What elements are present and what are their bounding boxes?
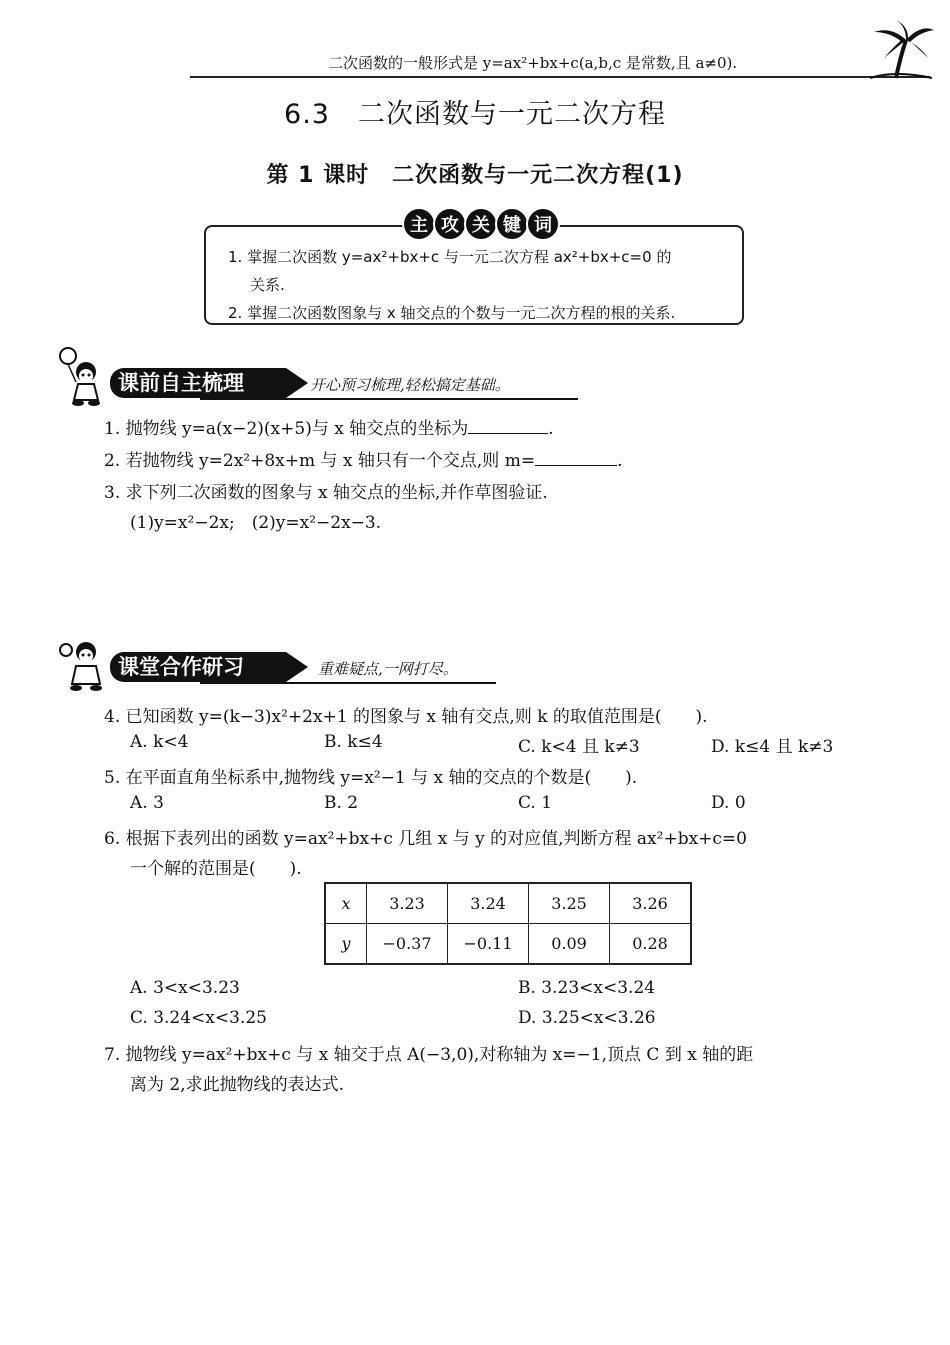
section1-title: 课前自主梳理 — [110, 368, 286, 398]
key-point-1: 1. 掌握二次函数 y=ax²+bx+c 与一元二次方程 ax²+bx+c=0 的 — [228, 248, 672, 266]
question-7: 7. 抛物线 y=ax²+bx+c 与 x 轴交于点 A(−3,0),对称轴为 x=−1,顶点 C 到 x 轴的距 — [104, 1045, 754, 1065]
table-header-y: y — [325, 924, 367, 965]
badge-char: 键 — [495, 207, 529, 241]
table-header-x: x — [325, 883, 367, 924]
q6-option-a[interactable]: A. 3<x<3.23 — [130, 978, 240, 998]
question-7-cont: 离为 2,求此抛物线的表达式. — [130, 1075, 345, 1095]
section2-subtitle: 重难疑点,一网打尽。 — [318, 660, 458, 678]
badge-char: 词 — [526, 207, 560, 241]
table-cell: −0.11 — [448, 924, 529, 965]
section2-underline — [200, 682, 496, 684]
section1-banner — [110, 368, 300, 398]
value-table — [324, 882, 692, 965]
key-points-badge — [405, 207, 560, 241]
q6-option-c[interactable]: C. 3.24<x<3.25 — [130, 1008, 267, 1028]
table-cell: 3.24 — [448, 883, 529, 924]
badge-char: 攻 — [433, 207, 467, 241]
table-row — [325, 883, 691, 924]
palm-tree-icon — [866, 18, 936, 80]
table-cell: 0.09 — [529, 924, 610, 965]
section2-banner — [110, 652, 300, 682]
q4-option-a[interactable]: A. k<4 — [130, 732, 189, 752]
q4-option-d[interactable]: D. k≤4 且 k≠3 — [711, 737, 834, 757]
banner-arrow — [286, 652, 308, 682]
key-point-2: 2. 掌握二次函数图象与 x 轴交点的个数与一元二次方程的根的关系. — [228, 304, 676, 322]
table-cell: 3.25 — [529, 883, 610, 924]
q6-option-d[interactable]: D. 3.25<x<3.26 — [518, 1008, 656, 1028]
question-4: 4. 已知函数 y=(k−3)x²+2x+1 的图象与 x 轴有交点,则 k 的取值范围是( ). — [104, 707, 708, 727]
question-1: 1. 抛物线 y=a(x−2)(x+5)与 x 轴交点的坐标为 . — [104, 419, 554, 439]
badge-char: 关 — [464, 207, 498, 241]
q5-option-b[interactable]: B. 2 — [324, 793, 359, 813]
section1-subtitle: 开心预习梳理,轻松搞定基础。 — [310, 376, 510, 394]
q5-option-c[interactable]: C. 1 — [518, 793, 553, 813]
header-rule — [190, 76, 930, 78]
question-3: 3. 求下列二次函数的图象与 x 轴交点的坐标,并作草图验证. — [104, 483, 548, 503]
section-title: 6.3 二次函数与一元二次方程 — [284, 99, 666, 130]
answer-blank[interactable] — [468, 417, 548, 434]
table-cell: −0.37 — [367, 924, 448, 965]
question-6: 6. 根据下表列出的函数 y=ax²+bx+c 几组 x 与 y 的对应值,判断方程 ax²+bx+c=0 — [104, 829, 747, 849]
q4-option-c[interactable]: C. k<4 且 k≠3 — [518, 737, 640, 757]
mascot-icon — [54, 346, 110, 408]
banner-arrow — [286, 368, 308, 398]
section2-title: 课堂合作研习 — [110, 652, 286, 682]
q5-option-d[interactable]: D. 0 — [711, 793, 746, 813]
question-3-parts: (1)y=x²−2x; (2)y=x²−2x−3. — [130, 513, 382, 533]
question-6-cont: 一个解的范围是( ). — [130, 859, 302, 879]
lesson-title: 第 1 课时 二次函数与一元二次方程(1) — [266, 163, 684, 188]
q4-option-b[interactable]: B. k≤4 — [324, 732, 383, 752]
answer-blank[interactable] — [535, 449, 617, 466]
table-row — [325, 924, 691, 965]
table-cell: 0.28 — [610, 924, 692, 965]
q6-option-b[interactable]: B. 3.23<x<3.24 — [518, 978, 656, 998]
mascot-icon — [54, 632, 110, 694]
key-point-1-cont: 关系. — [250, 276, 285, 294]
table-cell: 3.26 — [610, 883, 692, 924]
section1-underline — [200, 398, 578, 400]
header-note: 二次函数的一般形式是 y=ax²+bx+c(a,b,c 是常数,且 a≠0). — [328, 54, 738, 72]
question-2: 2. 若抛物线 y=2x²+8x+m 与 x 轴只有一个交点,则 m= . — [104, 451, 623, 471]
badge-char: 主 — [402, 207, 436, 241]
question-5: 5. 在平面直角坐标系中,抛物线 y=x²−1 与 x 轴的交点的个数是( ). — [104, 768, 638, 788]
q5-option-a[interactable]: A. 3 — [130, 793, 164, 813]
table-cell: 3.23 — [367, 883, 448, 924]
